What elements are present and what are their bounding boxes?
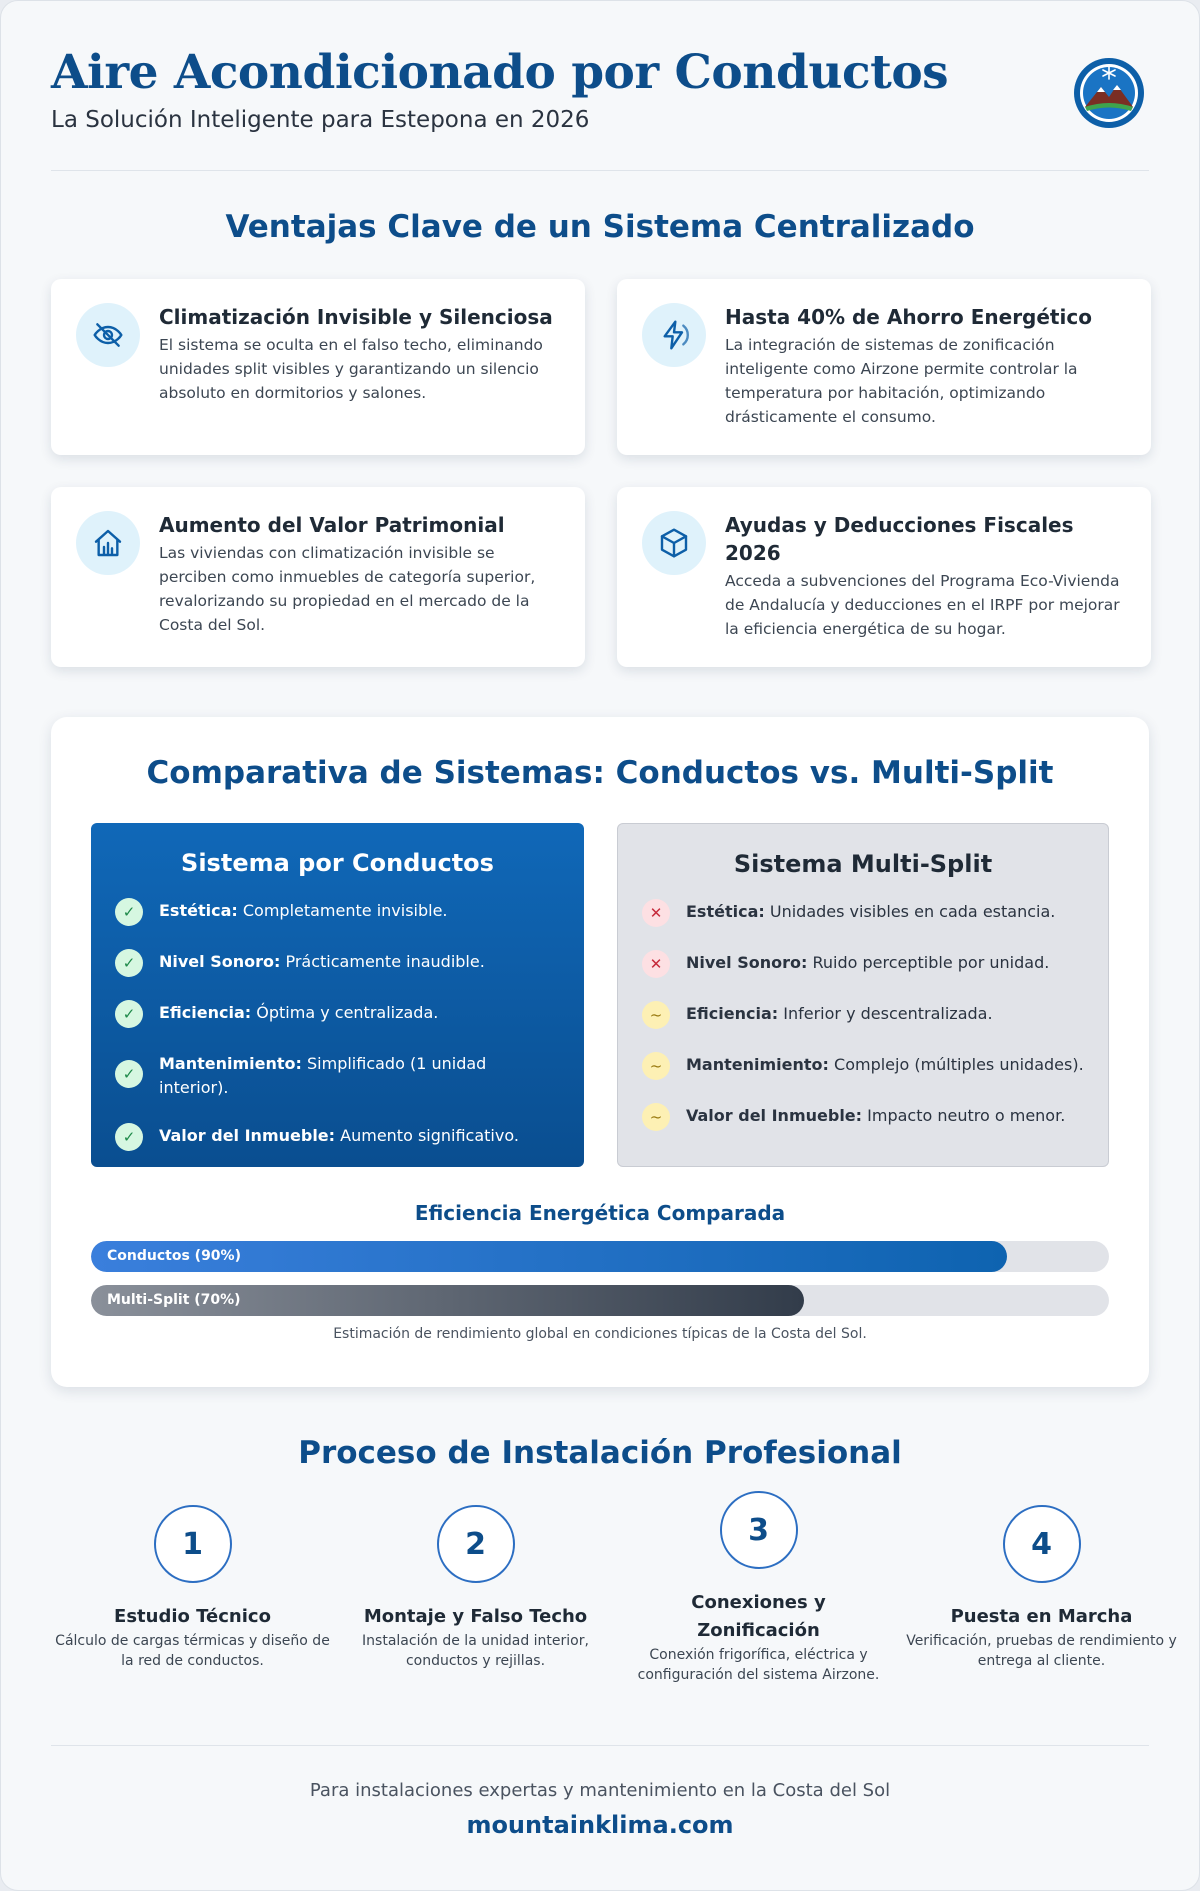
step-text: Instalación de la unidad interior, conductos y rejillas. [362, 1633, 589, 1669]
step-number: 1 [154, 1505, 232, 1583]
item-label: Eficiencia: [159, 1003, 252, 1022]
item-value: Unidades visibles en cada estancia. [769, 902, 1056, 921]
process-step [55, 1505, 330, 1695]
advantages-title: Ventajas Clave de un Sistema Centralizado [225, 209, 975, 245]
item-value: Aumento significativo. [340, 1126, 519, 1145]
eye-off-icon [76, 303, 140, 367]
item-value: Ruido perceptible por unidad. [812, 953, 1050, 972]
step-text: Conexión frigorífica, eléctrica y configuración del sistema Airzone. [637, 1647, 880, 1683]
item-label: Nivel Sonoro: [159, 952, 281, 971]
advantage-card-aids [617, 487, 1151, 667]
item-value: Impacto neutro o menor. [867, 1106, 1066, 1125]
lightning-icon [642, 303, 706, 367]
website-link[interactable]: mountainklima.com [466, 1811, 734, 1839]
list-item [115, 1001, 560, 1028]
efficiency-title: Eficiencia Energética Comparada [414, 1201, 786, 1225]
advantage-card-value [51, 487, 585, 667]
item-label: Estética: [686, 902, 765, 921]
step-title: Conexiones y Zonificación [691, 1592, 826, 1641]
page-title: Aire Acondicionado por Conductos [51, 45, 949, 100]
footer-text: Para instalaciones expertas y mantenimiento en la Costa del Sol [309, 1780, 891, 1801]
advantage-card-saving [617, 279, 1151, 455]
mountain-klima-logo [1073, 57, 1145, 129]
card-title: Ayudas y Deducciones Fiscales 2026 [725, 513, 1074, 565]
list-item [642, 1053, 1084, 1080]
card-text: La integración de sistemas de zonificación inteligente como Airzone permite controlar la temperatura por habitación, optimizando drásticamente el consumo. [725, 336, 1078, 426]
check-icon: ✓ [115, 898, 143, 926]
advantages-grid [51, 279, 1149, 667]
comparison-title: Comparativa de Sistemas: Conductos vs. Multi-Split [146, 755, 1054, 791]
card-text: Las viviendas con climatización invisible se perciben como inmuebles de categoría superior, revalorizando su propiedad en el mercado de la Costa del Sol. [159, 544, 536, 634]
ducts-column-title: Sistema por Conductos [181, 849, 494, 877]
page-subtitle: La Solución Inteligente para Estepona en 2026 [51, 107, 590, 133]
split-list [642, 900, 1084, 1131]
item-value: Complejo (múltiples unidades). [834, 1055, 1084, 1074]
comparison-columns [91, 823, 1109, 1167]
step-number: 3 [720, 1491, 798, 1569]
split-column [617, 823, 1109, 1167]
process-step [338, 1505, 613, 1695]
card-text: Acceda a subvenciones del Programa Eco-Vivienda de Andalucía y deducciones en el IRPF por mejorar la eficiencia energética de su hogar. [725, 572, 1120, 638]
cross-icon: ✕ [642, 950, 670, 978]
card-title: Hasta 40% de Ahorro Energético [725, 305, 1092, 329]
check-icon: ✓ [115, 1123, 143, 1151]
list-item [642, 1002, 1084, 1029]
process-step [904, 1505, 1179, 1695]
efficiency-bar-ducts [91, 1241, 1109, 1272]
cross-icon: ✕ [642, 899, 670, 927]
item-value: Completamente invisible. [242, 901, 448, 920]
split-column-title: Sistema Multi-Split [733, 850, 993, 878]
list-item [642, 900, 1084, 927]
card-title: Aumento del Valor Patrimonial [159, 513, 505, 537]
item-label: Nivel Sonoro: [686, 953, 808, 972]
list-item [115, 1052, 560, 1100]
home-chart-icon [76, 511, 140, 575]
step-title: Puesta en Marcha [950, 1606, 1133, 1627]
item-value: Simplificado (1 unidad interior). [159, 1054, 487, 1097]
list-item [115, 1124, 560, 1151]
tilde-icon: ~ [642, 1001, 670, 1029]
check-icon: ✓ [115, 1000, 143, 1028]
item-label: Mantenimiento: [686, 1055, 829, 1074]
tilde-icon: ~ [642, 1052, 670, 1080]
step-number: 2 [437, 1505, 515, 1583]
ducts-list [115, 899, 560, 1151]
comparison-panel [51, 717, 1149, 1387]
check-icon: ✓ [115, 1060, 143, 1088]
ducts-column [91, 823, 584, 1167]
list-item [642, 1104, 1084, 1131]
item-value: Inferior y descentralizada. [783, 1004, 993, 1023]
card-text: El sistema se oculta en el falso techo, eliminando unidades split visibles y garantizando un silencio absoluto en dormitorios y salones. [159, 336, 543, 402]
step-text: Cálculo de cargas térmicas y diseño de la red de conductos. [55, 1633, 330, 1669]
item-label: Eficiencia: [686, 1004, 779, 1023]
efficiency-bar-label: Conductos (90%) [107, 1248, 241, 1264]
advantage-card-invisible [51, 279, 585, 455]
process-title: Proceso de Instalación Profesional [298, 1435, 902, 1471]
process-step [621, 1505, 896, 1695]
item-label: Valor del Inmueble: [686, 1106, 863, 1125]
step-number: 4 [1003, 1505, 1081, 1583]
header [51, 1, 1149, 171]
list-item [642, 951, 1084, 978]
footer [51, 1745, 1149, 1839]
item-label: Mantenimiento: [159, 1054, 302, 1073]
process-steps [55, 1505, 1177, 1695]
efficiency-note: Estimación de rendimiento global en condiciones típicas de la Costa del Sol. [333, 1326, 867, 1342]
check-icon: ✓ [115, 949, 143, 977]
item-value: Óptima y centralizada. [256, 1003, 439, 1022]
efficiency-bar-label: Multi-Split (70%) [107, 1292, 241, 1308]
list-item [115, 899, 560, 926]
card-title: Climatización Invisible y Silenciosa [159, 305, 553, 329]
item-label: Valor del Inmueble: [159, 1126, 336, 1145]
step-text: Verificación, pruebas de rendimiento y entrega al cliente. [906, 1633, 1177, 1669]
item-label: Estética: [159, 901, 238, 920]
step-title: Estudio Técnico [114, 1606, 271, 1627]
step-title: Montaje y Falso Techo [363, 1606, 588, 1627]
item-value: Prácticamente inaudible. [285, 952, 485, 971]
cube-icon [642, 511, 706, 575]
list-item [115, 950, 560, 977]
efficiency-bar-split [91, 1285, 1109, 1316]
tilde-icon: ~ [642, 1103, 670, 1131]
